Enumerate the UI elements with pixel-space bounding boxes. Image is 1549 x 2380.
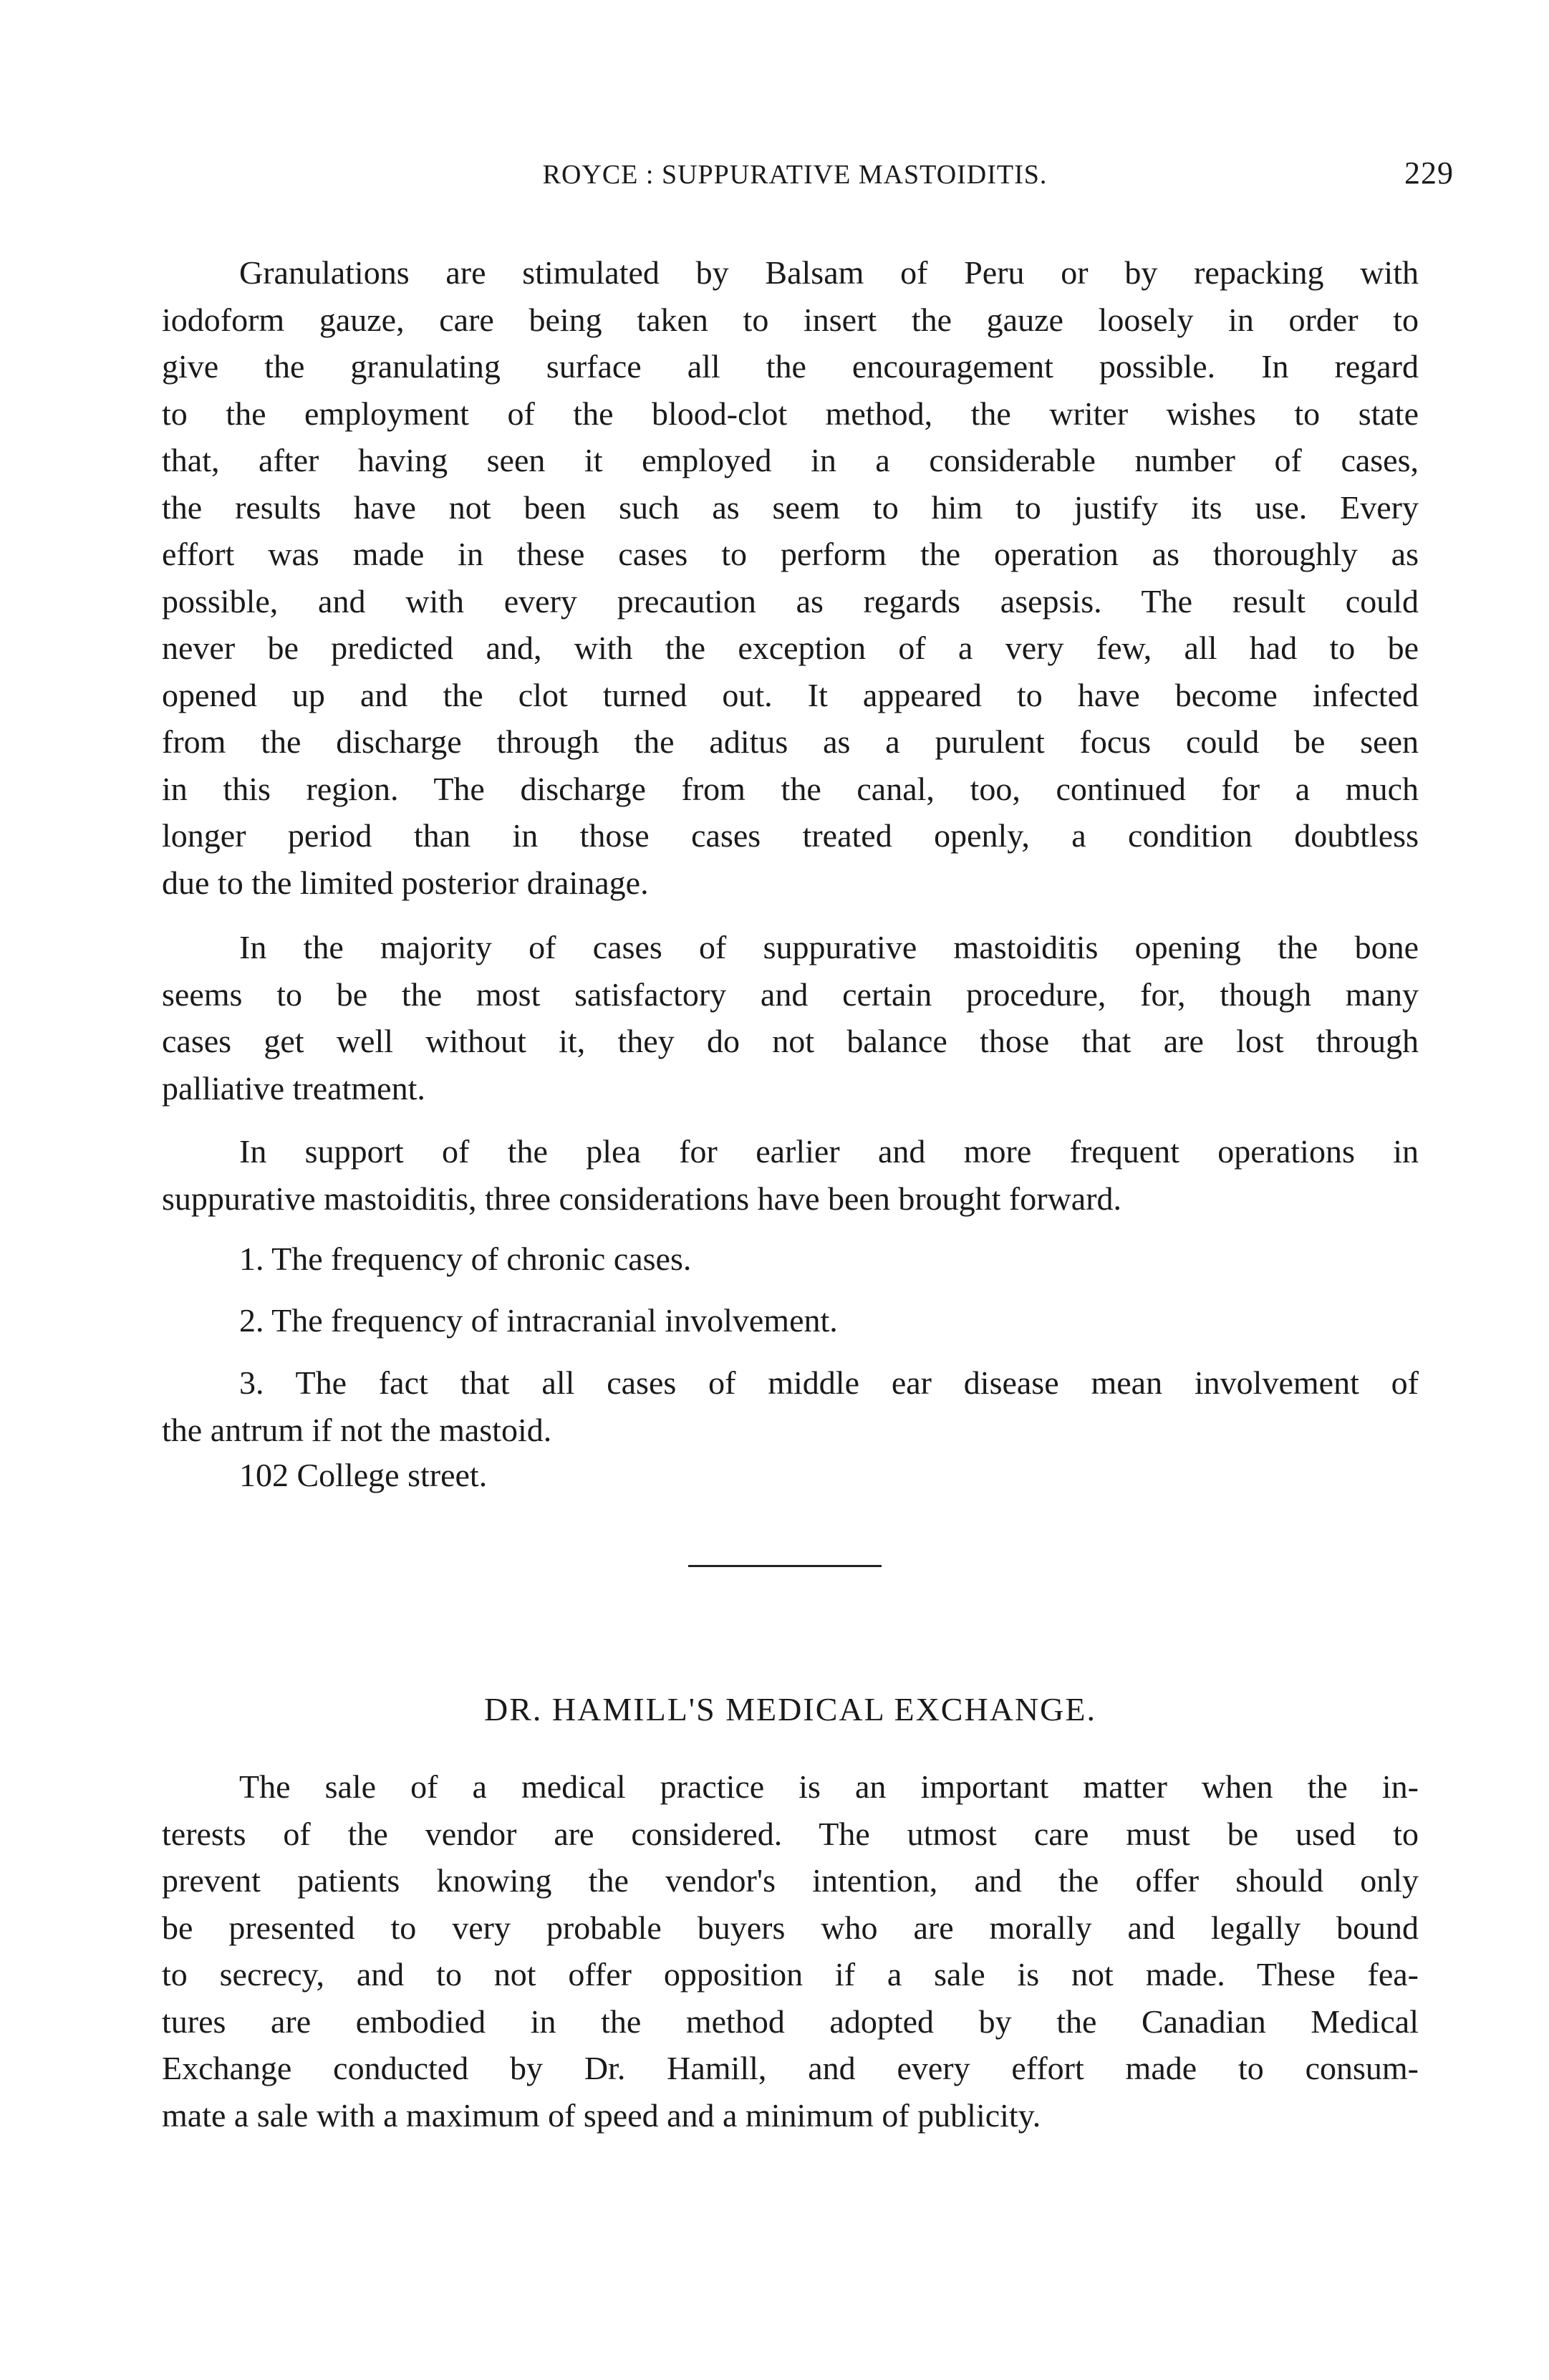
text-line: tures are embodied in the method adopted by the Canadian Medical xyxy=(162,2003,1419,2040)
running-title: ROYCE : SUPPURATIVE MASTOIDITIS. xyxy=(542,160,1048,190)
paragraph xyxy=(162,1763,1419,2139)
list-item xyxy=(162,1297,1419,1344)
text-line: from the discharge through the aditus as a purulent focus could be seen xyxy=(162,723,1419,760)
page-number: 229 xyxy=(1404,155,1454,191)
text-line: longer period than in those cases treated openly, a condition doubtless xyxy=(162,817,1419,854)
text-line: the results have not been such as seem to him to justify its use. Every xyxy=(162,488,1419,526)
text-line: Granulations are stimulated by Balsam of Peru or by repacking with xyxy=(239,254,1419,291)
text-line: In support of the plea for earlier and more frequent operations in xyxy=(239,1133,1419,1170)
text-line: palliative treatment. xyxy=(162,1069,425,1107)
text-line: cases get well without it, they do not balance those that are lost through xyxy=(162,1023,1419,1059)
text-line: iodoform gauze, care being taken to insert the gauze loosely in order to xyxy=(162,301,1419,338)
text-line: never be predicted and, with the exception of a very few, all had to be xyxy=(162,630,1419,666)
text-line: prevent patients knowing the vendor's intention, and the offer should only xyxy=(162,1862,1419,1899)
text-line: Exchange conducted by Dr. Hamill, and every effort made to consum- xyxy=(162,2050,1419,2086)
text-line: terests of the vendor are considered. The utmost care must be used to xyxy=(162,1815,1419,1852)
text-line: 102 College street. xyxy=(239,1457,488,1493)
text-line: 2. The frequency of intracranial involvement. xyxy=(239,1302,838,1339)
text-line: be presented to very probable buyers who are morally and legally bound xyxy=(162,1909,1419,1946)
text-line: 3. The fact that all cases of middle ear disease mean involvement of xyxy=(239,1364,1419,1401)
list-item xyxy=(162,1359,1419,1453)
paragraph xyxy=(162,249,1419,906)
text-line: effort was made in these cases to perform the operation as thoroughly as xyxy=(162,536,1419,572)
address-line xyxy=(162,1452,1419,1499)
text-line: to secrecy, and to not offer opposition if a sale is not made. These fea- xyxy=(162,1956,1419,1993)
list-item xyxy=(162,1235,1419,1283)
text-line: opened up and the clot turned out. It appeared to have become infected xyxy=(162,676,1419,713)
text-line: in this region. The discharge from the canal, too, continued for a much xyxy=(162,770,1419,807)
text-line: that, after having seen it employed in a considerable number of cases, xyxy=(162,442,1419,478)
section-heading: DR. HAMILL'S MEDICAL EXCHANGE. xyxy=(484,1691,1096,1728)
text-line: suppurative mastoiditis, three considerations have been brought forward. xyxy=(162,1180,1122,1217)
text-line: give the granulating surface all the encouragement possible. In regard xyxy=(162,348,1419,385)
paragraph xyxy=(162,924,1419,1112)
text-line: seems to be the most satisfactory and certain procedure, for, though many xyxy=(162,975,1419,1013)
text-line: due to the limited posterior drainage. xyxy=(162,864,649,901)
text-line: the antrum if not the mastoid. xyxy=(162,1411,552,1448)
section-divider xyxy=(688,1565,882,1567)
text-line: 1. The frequency of chronic cases. xyxy=(239,1240,692,1277)
text-line: The sale of a medical practice is an important matter when the in- xyxy=(239,1768,1419,1805)
text-line: possible, and with every precaution as regards asepsis. The result could xyxy=(162,582,1419,620)
paragraph xyxy=(162,1128,1419,1222)
text-line: mate a sale with a maximum of speed and a minimum of publicity. xyxy=(162,2096,1041,2134)
text-line: to the employment of the blood-clot method, the writer wishes to state xyxy=(162,395,1419,432)
text-line: In the majority of cases of suppurative mastoiditis opening the bone xyxy=(239,929,1419,965)
